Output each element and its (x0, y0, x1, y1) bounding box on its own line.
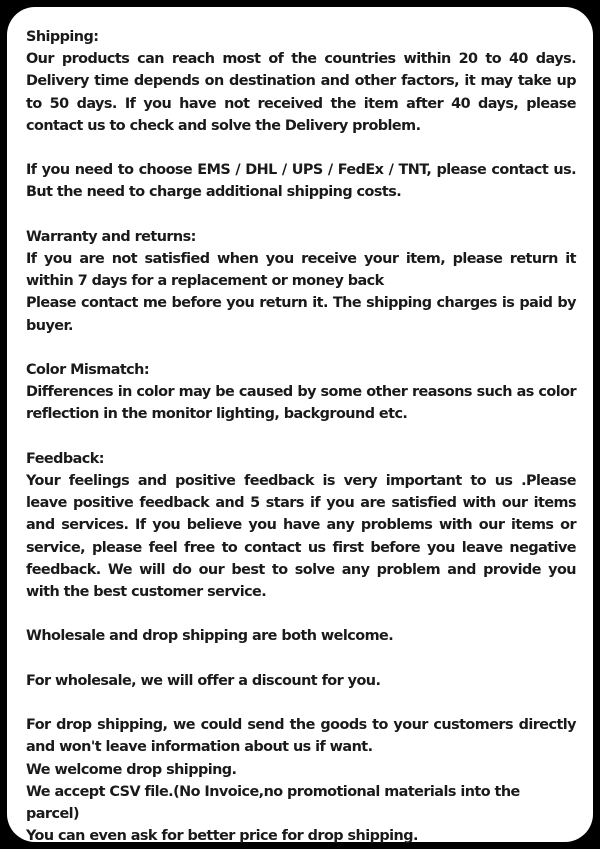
wholesale-text: Wholesale and drop shipping are both welcome. (26, 628, 394, 645)
drop-shipping-text-2: We welcome drop shipping. (26, 761, 237, 778)
color-mismatch-section (26, 359, 576, 426)
shipping-section (26, 26, 576, 137)
warranty-heading: Warranty and returns: (26, 228, 196, 245)
drop-shipping-text-3: We accept CSV file.(No Invoice,no promotional materials into the parcel) (26, 783, 520, 822)
wholesale-section (26, 625, 576, 647)
warranty-text-1: If you are not satisfied when you receive your item, please return it within 7 days for a replacement or money back (26, 251, 576, 290)
discount-text: For wholesale, we will offer a discount for you. (26, 672, 381, 689)
warranty-section (26, 226, 576, 337)
feedback-text: Your feelings and positive feedback is very important to us .Please leave positive feedback and 5 stars if you are satisfied with our items and services. If you believe you have any problems with our items or service, please feel free to contact us first before you leave negative feedback. We will do our best to solve any problem and provide you with the best customer service. (26, 473, 576, 601)
policy-text (26, 26, 576, 847)
couriers-text: If you need to choose EMS / DHL / UPS / FedEx / TNT, please contact us. But the need to charge additional shipping costs. (26, 162, 576, 201)
shipping-heading: Shipping: (26, 29, 99, 45)
discount-section (26, 670, 576, 692)
warranty-text-2: Please contact me before you return it. The shipping charges is paid by buyer. (26, 295, 576, 334)
drop-shipping-text-1: For drop shipping, we could send the goods to your customers directly and won't leave information about us if want. (26, 717, 576, 756)
shipping-text: Our products can reach most of the countries within 20 to 40 days. Delivery time depends on destination and other factors, it may take up to 50 days. If you have not received the item after 40 days, please contact us to check and solve the Delivery problem. (26, 51, 576, 134)
color-mismatch-heading: Color Mismatch: (26, 362, 150, 378)
policy-card (7, 7, 593, 845)
color-mismatch-text: Differences in color may be caused by some other reasons such as color reflection in the monitor lighting, background etc. (26, 384, 576, 423)
drop-shipping-section (26, 714, 576, 847)
feedback-section (26, 448, 576, 603)
drop-shipping-text-4: You can even ask for better price for drop shipping. (26, 828, 418, 845)
couriers-section (26, 159, 576, 203)
feedback-heading: Feedback: (26, 450, 104, 467)
